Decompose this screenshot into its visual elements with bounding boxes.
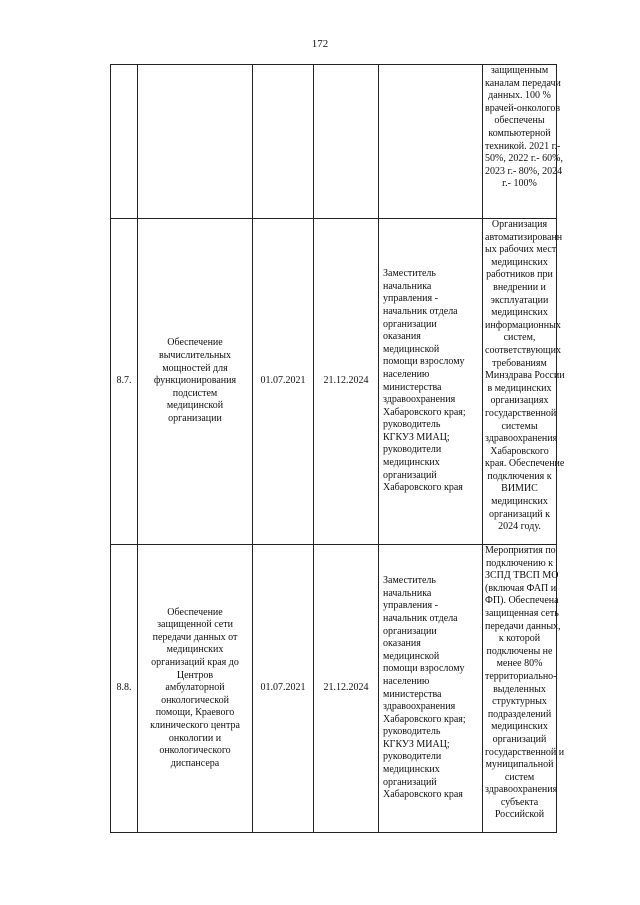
text-line: Заместитель xyxy=(383,268,436,280)
measure-name xyxy=(138,219,253,545)
text-line: ФП). Обеспечена xyxy=(485,595,559,607)
end-date: 21.12.2024 xyxy=(314,219,379,545)
text-line: медицинской xyxy=(383,650,440,662)
text-line: защищенной сети xyxy=(157,619,233,631)
text-line: передачи данных, xyxy=(485,620,561,632)
text-line: начальник отдела xyxy=(383,305,458,317)
text-line: подразделений xyxy=(487,708,552,720)
text-line: работников при xyxy=(486,269,553,281)
text-line: медицинских xyxy=(491,256,548,268)
text-line: ых рабочих мест xyxy=(485,244,557,256)
text-line: систем, xyxy=(503,332,536,344)
text-line: оказания xyxy=(383,638,421,650)
responsible xyxy=(379,219,483,545)
start-date: 01.07.2021 xyxy=(253,219,314,545)
responsible xyxy=(379,545,483,833)
text-line: ЗСПД ТВСП МО xyxy=(485,570,559,582)
row-number xyxy=(111,65,138,219)
row-number: 8.8. xyxy=(111,545,138,833)
text-line: муниципальной xyxy=(485,759,554,771)
text-line: структурных xyxy=(492,696,547,708)
text-line: организации xyxy=(383,625,437,637)
text-line: министерства xyxy=(383,381,442,393)
text-line: здравоохранения xyxy=(485,784,558,796)
text-line: в медицинских xyxy=(487,382,552,394)
text-line: подключены не xyxy=(486,645,553,657)
text-line: техникой. 2021 г.- xyxy=(485,140,561,152)
text-line: диспансера xyxy=(170,757,220,769)
text-line: начальника xyxy=(383,280,432,292)
text-line: организациях xyxy=(490,395,549,407)
text-line: организаций xyxy=(383,469,437,481)
text-line: Обеспечение xyxy=(167,606,223,618)
text-line: онкологической xyxy=(161,694,229,706)
expected-result xyxy=(483,219,565,545)
text-line: здравоохранения xyxy=(383,394,456,406)
text-line: руководитель xyxy=(383,419,441,431)
measures-table xyxy=(110,64,565,833)
text-line: Российской xyxy=(494,809,545,821)
text-line: министерства xyxy=(383,688,442,700)
text-line: руководитель xyxy=(383,726,441,738)
text-line: КГКУЗ МИАЦ; xyxy=(383,738,450,750)
text-line: руководители xyxy=(383,444,442,456)
text-line: медицинской xyxy=(383,343,440,355)
text-line: менее 80% xyxy=(496,658,543,670)
text-line: организаций края до xyxy=(151,657,239,669)
text-line: территориально- xyxy=(485,670,557,682)
text-line: вычислительных xyxy=(158,350,232,362)
text-line: субъекта xyxy=(500,796,539,808)
text-line: онкологического xyxy=(159,745,231,757)
text-line: Мероприятия по xyxy=(485,545,556,556)
text-line: каналам передачи xyxy=(485,77,561,89)
text-line: Хабаровского края xyxy=(383,482,463,494)
text-line: Центров xyxy=(176,669,214,681)
text-line: организаций к xyxy=(488,508,551,520)
table-row xyxy=(111,65,557,219)
text-line: организаций xyxy=(492,733,547,745)
text-line: помощи, Краевого xyxy=(155,707,235,719)
text-line: функционирования xyxy=(153,375,237,387)
text-line: организаций xyxy=(383,776,437,788)
text-line: оказания xyxy=(383,331,421,343)
table-row xyxy=(111,219,557,545)
text-line: населению xyxy=(383,675,430,687)
text-line: Хабаровского края; xyxy=(383,713,466,725)
text-line: медицинских xyxy=(383,764,440,776)
measure-name xyxy=(138,65,253,219)
responsible xyxy=(379,65,483,219)
text-line: начальника xyxy=(383,587,432,599)
text-line: подключения к xyxy=(487,470,552,482)
text-line: обеспечены xyxy=(494,115,545,127)
end-date xyxy=(314,65,379,219)
text-line: организации xyxy=(168,412,222,424)
text-line: Минздрава России xyxy=(485,370,565,382)
text-line: амбулаторной xyxy=(165,682,225,694)
start-date: 01.07.2021 xyxy=(253,545,314,833)
text-line: медицинских xyxy=(491,496,548,508)
end-date: 21.12.2024 xyxy=(314,545,379,833)
text-line: внедрении и xyxy=(493,281,546,293)
text-line: соответствующих xyxy=(485,344,561,356)
text-line: здравоохранения xyxy=(485,433,558,445)
text-line: медицинских xyxy=(383,457,440,469)
text-line: эксплуатации xyxy=(490,294,549,306)
text-line: Хабаровского края; xyxy=(383,406,466,418)
text-line: государственной xyxy=(485,407,557,419)
text-line: медицинских xyxy=(491,721,548,733)
text-line: автоматизированн xyxy=(485,231,563,243)
text-line: государственной и xyxy=(485,746,565,758)
text-line: (включая ФАП и xyxy=(485,582,557,594)
row-number: 8.7. xyxy=(111,219,138,545)
text-line: подсистем xyxy=(172,387,218,399)
text-line: ВИМИС xyxy=(501,483,538,495)
text-line: медицинской xyxy=(166,400,224,412)
text-line: помощи взрослому xyxy=(383,356,465,368)
text-line: организации xyxy=(383,318,437,330)
text-line: выделенных xyxy=(493,683,546,695)
text-line: края. Обеспечение xyxy=(485,458,565,470)
text-line: подключению к xyxy=(485,557,554,569)
start-date xyxy=(253,65,314,219)
text-line: Хабаровского края xyxy=(383,789,463,801)
text-line: мощностей для xyxy=(162,362,228,374)
text-line: 2023 г.- 80%, 2024 xyxy=(485,165,563,177)
text-line: компьютерной xyxy=(488,127,551,139)
text-line: 50%, 2022 г.- 60%, xyxy=(485,153,563,165)
text-line: защищенная сеть xyxy=(485,607,559,619)
text-line: Хабаровского xyxy=(490,445,549,457)
expected-result xyxy=(483,545,565,833)
text-line: данных. 100 % xyxy=(488,90,551,102)
text-line: г.- 100% xyxy=(502,178,537,190)
text-line: 2024 году. xyxy=(498,521,541,533)
text-line: врачей-онкологов xyxy=(485,102,561,114)
text-line: КГКУЗ МИАЦ; xyxy=(383,431,450,443)
measure-name xyxy=(138,545,253,833)
expected-result xyxy=(483,65,563,219)
text-line: требованиям xyxy=(492,357,547,369)
text-line: к которой xyxy=(498,633,541,645)
text-line: системы xyxy=(501,420,538,432)
text-line: информационных xyxy=(485,319,561,331)
text-line: передачи данных от xyxy=(152,631,238,643)
text-line: здравоохранения xyxy=(383,701,456,713)
table-row xyxy=(111,545,557,833)
text-line: руководители xyxy=(383,751,442,763)
text-line: защищенным xyxy=(490,65,549,76)
text-line: помощи взрослому xyxy=(383,663,465,675)
text-line: Организация xyxy=(491,219,548,230)
text-line: клинического центра xyxy=(150,719,240,731)
text-line: медицинских xyxy=(491,307,548,319)
text-line: начальник отдела xyxy=(383,612,458,624)
text-line: Обеспечение xyxy=(167,337,223,349)
text-line: населению xyxy=(383,368,430,380)
text-line: систем xyxy=(504,771,535,783)
text-line: управления - xyxy=(383,293,438,305)
text-line: Заместитель xyxy=(383,575,436,587)
text-line: онкологии и xyxy=(168,732,222,744)
text-line: медицинских xyxy=(166,644,224,656)
text-line: управления - xyxy=(383,600,438,612)
page-number: 172 xyxy=(311,38,329,50)
